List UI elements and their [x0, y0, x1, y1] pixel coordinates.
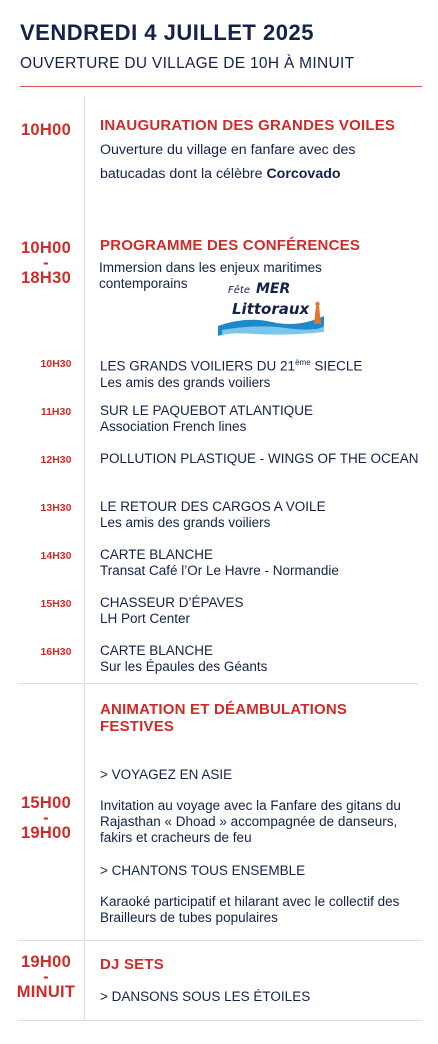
- page-title: VENDREDI 4 JUILLET 2025: [20, 20, 314, 45]
- conference-time: 14H30: [40, 550, 72, 562]
- time-label: 10H00: [20, 121, 72, 139]
- activity-description: Karaoké participatif et hilarant avec le collectif des Brailleurs de tubes populaires: [100, 894, 400, 925]
- activity-heading: > DANSONS SOUS LES ÉTOILES: [100, 989, 311, 1004]
- conference-item: [100, 355, 420, 391]
- conference-speaker: Les amis des grands voiliers: [100, 374, 271, 390]
- conference-item: [100, 403, 420, 435]
- conference-title: LE RETOUR DES CARGOS A VOILE: [100, 499, 326, 514]
- conference-title: CHASSEUR D’ÉPAVES: [100, 595, 244, 610]
- column-divider: [84, 942, 85, 1020]
- svg-text:Littoraux: Littoraux: [232, 300, 310, 318]
- section-title: PROGRAMME DES CONFÉRENCES: [100, 237, 361, 254]
- conference-time: 15H30: [40, 598, 72, 610]
- conference-speaker: Association French lines: [100, 419, 247, 434]
- section-divider: [18, 683, 418, 684]
- activity-heading: > VOYAGEZ EN ASIE: [100, 767, 233, 782]
- conference-speaker: LH Port Center: [100, 611, 191, 626]
- section-description: Ouverture du village en fanfare avec des batucadas dont la célèbre Corcovado: [100, 142, 356, 182]
- conference-item: [100, 595, 420, 627]
- conference-time: 16H30: [40, 646, 72, 658]
- conference-title: POLLUTION PLASTIQUE - WINGS OF THE OCEAN: [100, 451, 419, 466]
- conference-title: CARTE BLANCHE: [100, 547, 214, 562]
- conference-speaker: Les amis des grands voiliers: [100, 515, 271, 530]
- conference-time: 13H30: [40, 502, 72, 514]
- fete-mer-littoraux-logo: [216, 276, 328, 338]
- conference-title: SUR LE PAQUEBOT ATLANTIQUE: [100, 403, 314, 418]
- activity-heading: > CHANTONS TOUS ENSEMBLE: [100, 863, 306, 878]
- svg-text:MER: MER: [256, 281, 291, 297]
- conference-item: [100, 499, 420, 531]
- conference-time: 11H30: [40, 406, 72, 418]
- page-subtitle: OUVERTURE DU VILLAGE DE 10H À MINUIT: [20, 55, 355, 72]
- section-divider: [18, 1020, 422, 1021]
- time-range: 10H00 - 18H30: [20, 239, 72, 287]
- section-title: DJ SETS: [100, 956, 164, 973]
- section-title: ANIMATION ET DÉAMBULATIONS FESTIVES: [100, 701, 348, 735]
- conference-time: 12H30: [40, 454, 72, 466]
- column-divider: [84, 684, 85, 940]
- section-title: INAUGURATION DES GRANDES VOILES: [100, 117, 396, 134]
- header-divider: [20, 86, 422, 87]
- section-description: Immersion dans les enjeux maritimes contemporains: [99, 260, 322, 291]
- conference-item: [100, 547, 420, 579]
- activity-description: Invitation au voyage avec la Fanfare des gitans du Rajasthan « Dhoad » accompagnée de danseurs, fakirs et cracheurs de feu: [100, 798, 401, 845]
- conference-item: [100, 643, 420, 675]
- conference-time: 10H30: [40, 358, 72, 370]
- conference-speaker: Transat Café l’Or Le Havre - Normandie: [100, 563, 339, 578]
- conference-item: [100, 451, 420, 467]
- conference-speaker: Sur les Épaules des Géants: [100, 659, 268, 674]
- svg-text:Fête: Fête: [228, 285, 250, 296]
- time-range: 15H00 - 19H00: [20, 794, 72, 842]
- section-divider: [18, 940, 422, 941]
- column-divider: [84, 96, 85, 682]
- conference-title: CARTE BLANCHE: [100, 643, 214, 658]
- time-range: 19H00 - MINUIT: [16, 953, 76, 1001]
- conference-title: LES GRANDS VOILIERS DU 21ème SIECLE: [100, 358, 363, 374]
